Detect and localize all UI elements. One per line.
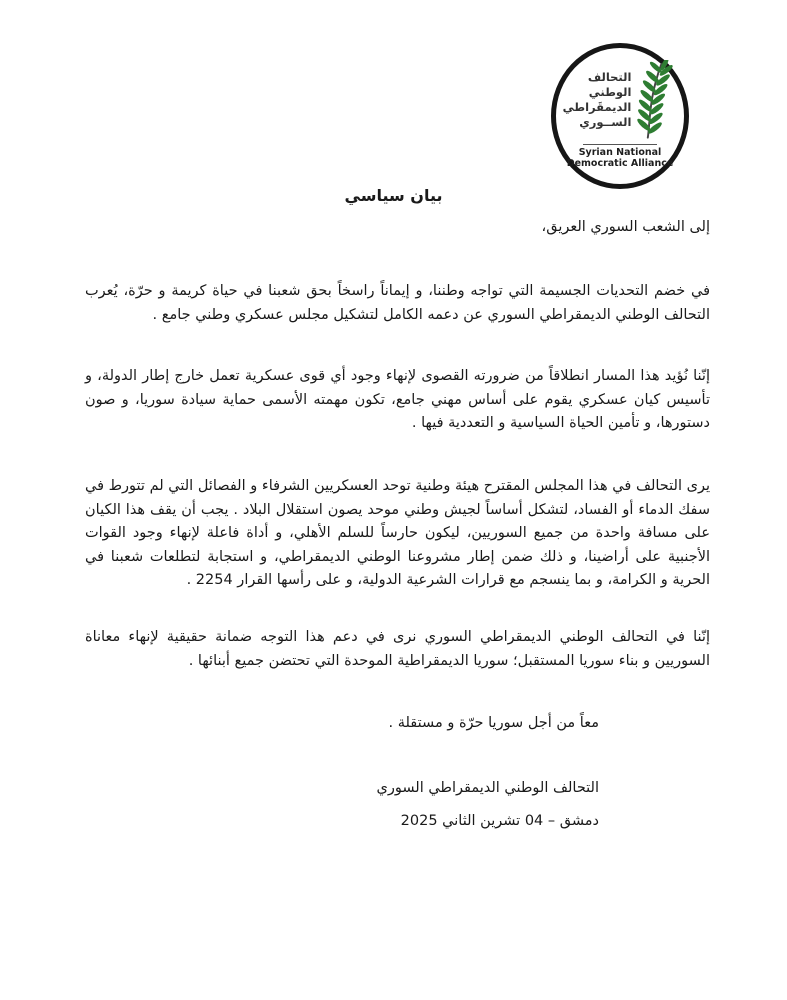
logo-arabic-line: الوطني <box>588 84 632 99</box>
logo-arabic-line: الســوري <box>579 115 632 130</box>
logo-arabic-line: الديمقَراطي <box>562 100 632 114</box>
olive-branch-icon <box>633 60 677 140</box>
logo-english-line: Democratic Alliance <box>566 158 674 170</box>
logo-english-line: Syrian National <box>578 147 662 158</box>
signature-line: التحالف الوطني الديمقراطي السوري <box>376 780 599 796</box>
salutation-line: إلى الشعب السوري العريق، <box>541 219 710 235</box>
logo-arabic-line: التحالف <box>587 69 632 84</box>
logo-english-name <box>567 147 674 170</box>
statement-title: بيان سياسي <box>344 186 443 205</box>
statement-paragraph-2: إنّنا نُؤيد هذا المسار انطلاقاً من ضرورته القصوى لإنهاء وجود أي قوى عسكرية تعمل خارج إطار الدولة، و تأسيس كيان عسكري يقوم على أساس مهني جامع، تكون مهمته الأسمى حماية سيادة سوريا، و صون دستورها، و تأمين الحياة السياسية و التعددية فيها . <box>85 368 710 431</box>
org-logo <box>551 43 689 189</box>
closing-slogan: معاً من أجل سوريا حرّة و مستقلة . <box>388 715 599 731</box>
statement-paragraph-1: في خضم التحديات الجسيمة التي تواجه وطننا، و إيماناً راسخاً بحق شعبنا في حياة كريمة و حرّة، يُعرب التحالف الوطني الديمقراطي السوري عن دعمه الكامل لتشكيل مجلس عسكري وطني جامع . <box>85 283 710 323</box>
logo-divider <box>583 144 657 145</box>
statement-paragraph-3: يرى التحالف في هذا المجلس المقترح هيئة وطنية توحد العسكريين الشرفاء و الفصائل التي لم تتورط في سفك الدماء أو الفساد، لتشكل أساساً لجيش وطني موحد يصون استقلال البلاد . يجب أن يقف هذا الكيان على مسافة واحدة من جميع السوريين، ليكون حارساً للسلم الأهلي، و أداة فاعلة لإنهاء وجود القوات الأجنبية على أراضينا، و ذلك ضمن إطار مشروعنا الوطني الديمقراطي، و استجابة لتطلعات شعبنا في الحرية و الكرامة، و بما ينسجم مع قرارات الشرعية الدولية، و على رأسها القرار 2254 . <box>85 478 710 588</box>
date-line: دمشق – 04 تشرين الثاني 2025 <box>400 813 599 829</box>
statement-paragraph-4: إنّنا في التحالف الوطني الديمقراطي السوري نرى في دعم هذا التوجه ضمانة حقيقية لإنهاء معاناة السوريين و بناء سوريا المستقبل؛ سوريا الديمقراطية الموحدة التي تحتضن جميع أبنائها . <box>85 629 710 669</box>
logo-arabic-name <box>563 70 632 131</box>
logo-top-row <box>563 60 678 140</box>
